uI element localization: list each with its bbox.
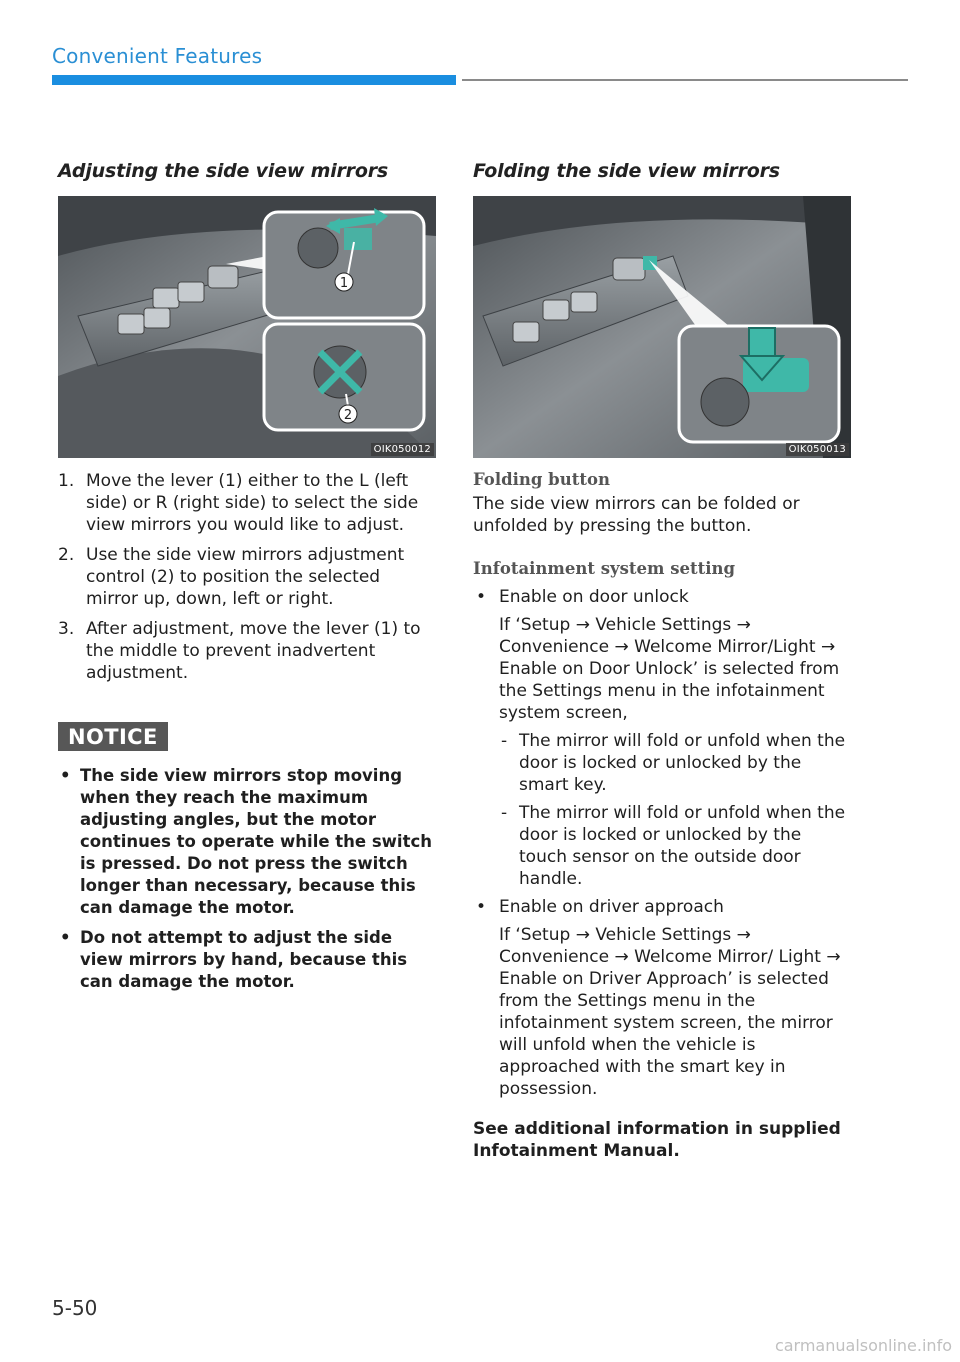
list-item: - The mirror will fold or unfold when the door is locked or unlocked by the touch sensor on the outside door handle.: [499, 802, 851, 890]
figure-code: OIK050012: [371, 443, 434, 456]
page-number: 5-50: [52, 1296, 98, 1320]
list-item: • The side view mirrors stop moving when they reach the maximum adjusting angles, but the motor continues to operate while the switch is pressed. Do not press the switch longer than necessary, because this can damage the motor.: [58, 765, 436, 919]
option-sublist: [499, 730, 851, 890]
section-heading-folding: Folding the side view mirrors: [473, 160, 780, 182]
list-item: - The mirror will fold or unfold when the door is locked or unlocked by the smart key.: [499, 730, 851, 796]
option-title: • Enable on driver approach: [499, 897, 724, 917]
option-body: If ‘Setup → Vehicle Settings → Convenience → Welcome Mirror/ Light → Enable on Driver Approach’ is selected from the Settings menu in the infotainment system screen, the mirror will unfold when the vehicle is approached with the smart key in possession.: [499, 925, 841, 1099]
header-rule: [462, 79, 908, 81]
option-body: If ‘Setup → Vehicle Settings → Convenience → Welcome Mirror/Light → Enable on Door Unlock’ is selected from the Settings menu in the infotainment system screen,: [499, 615, 840, 723]
figure-mirror-adjust: [58, 196, 436, 458]
notice-list: [58, 765, 436, 993]
chapter-title: Convenient Features: [52, 44, 263, 68]
final-note: See additional information in supplied Infotainment Manual.: [473, 1119, 841, 1161]
figure-code: OIK050013: [786, 443, 849, 456]
option-title: • Enable on door unlock: [499, 587, 689, 607]
callout-2: 2: [343, 408, 353, 423]
callout-1: 1: [339, 276, 349, 291]
folding-button-text: The side view mirrors can be folded or unfolded by pressing the button.: [473, 494, 800, 536]
list-item: [473, 896, 851, 1100]
list-item: • Do not attempt to adjust the side view mirrors by hand, because this can damage the motor.: [58, 927, 436, 993]
infotainment-title: Infotainment system setting: [473, 559, 736, 578]
list-item: 1. Move the lever (1) either to the L (left side) or R (right side) to select the side view mirrors you would like to adjust.: [58, 471, 419, 535]
notice-label: NOTICE: [58, 722, 168, 751]
watermark: carmanualsonline.info: [774, 1336, 952, 1355]
folding-button-title: Folding button: [473, 470, 610, 489]
list-item: 3. After adjustment, move the lever (1) to the middle to prevent inadvertent adjustment.: [58, 619, 421, 683]
section-heading-adjusting: Adjusting the side view mirrors: [58, 160, 388, 182]
right-column: [473, 160, 851, 1162]
left-column: [58, 160, 436, 1001]
door-panel-illustration: [58, 196, 436, 458]
figure-mirror-fold: [473, 196, 851, 458]
list-item: [473, 586, 851, 890]
door-panel-fold-illustration: [473, 196, 851, 458]
adjust-steps-list: [58, 470, 436, 684]
header-accent-bar: [52, 75, 456, 85]
infotainment-options: [473, 586, 851, 1100]
list-item: 2. Use the side view mirrors adjustment control (2) to position the selected mirror up, down, left or right.: [58, 545, 405, 609]
